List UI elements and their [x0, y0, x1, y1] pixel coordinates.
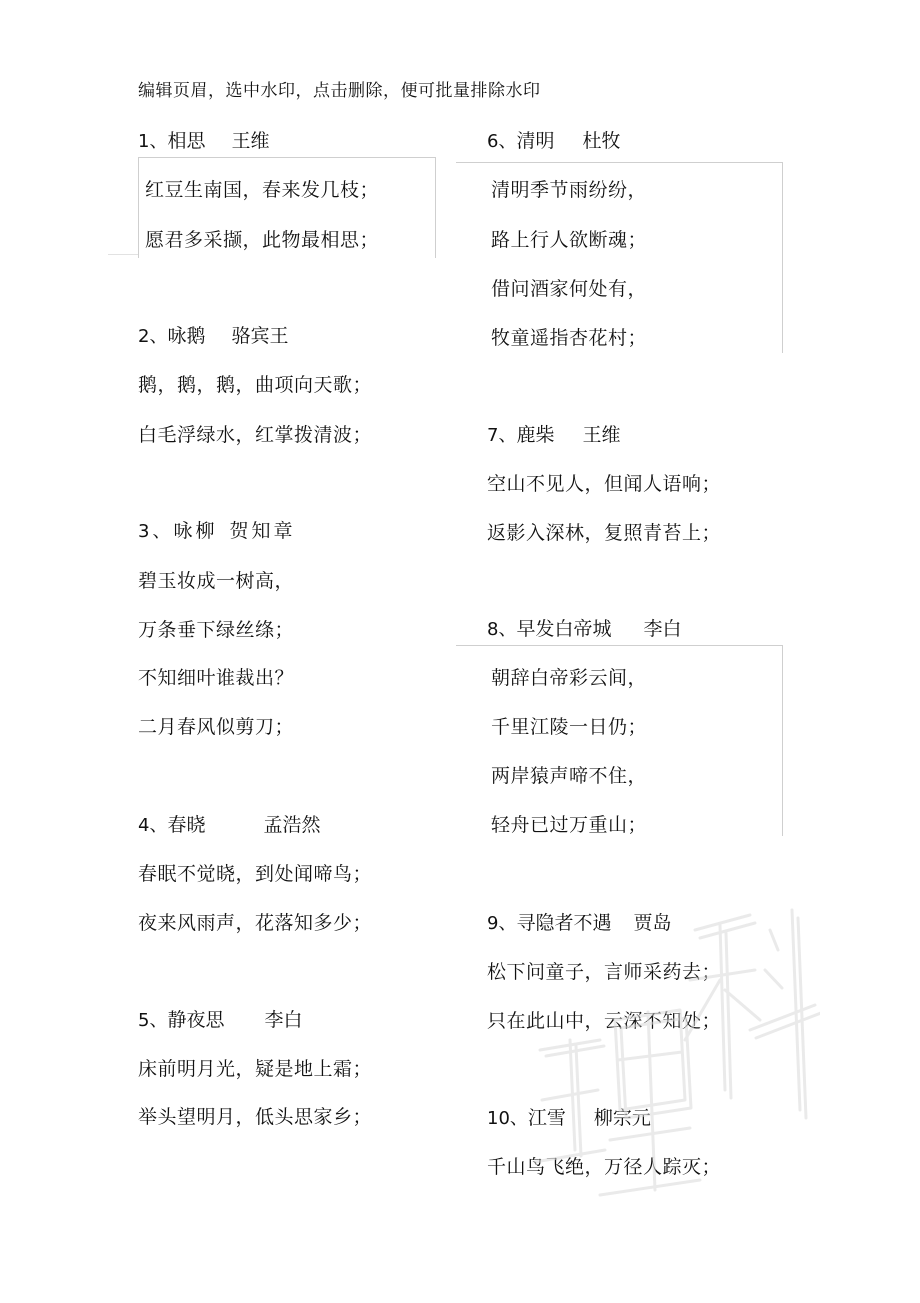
poem-title [138, 810, 320, 837]
poem-line: 白毛浮绿水，红掌拨清波； [138, 424, 373, 446]
poem-line: 借问酒家何处有， [491, 278, 648, 300]
poem-line: 千山鸟飞绝，万径人踪灭； [487, 1156, 722, 1178]
poem-author: 孟浩然 [263, 814, 321, 836]
poem-line: 床前明月光，疑是地上霜； [138, 1058, 373, 1080]
poem-number: 5、 [138, 1010, 168, 1031]
poem-line: 愿君多采撷，此物最相思； [145, 229, 380, 251]
poem-line: 不知细叶谁裁出？ [138, 667, 295, 689]
poem-name: 春晓 [167, 814, 206, 836]
poem-line: 轻舟已过万重山； [491, 814, 648, 836]
poem-line: 朝辞白帝彩云间， [491, 667, 648, 689]
poem-line: 举头望明月，低头思家乡； [138, 1106, 373, 1128]
poem-title [487, 1103, 651, 1130]
poem-line: 返影入深林，复照青苔上； [487, 522, 722, 544]
poem-author: 王维 [231, 130, 270, 152]
poem-line: 路上行人欲断魂； [491, 229, 648, 251]
poem-line: 只在此山中，云深不知处； [487, 1010, 722, 1032]
poem-line: 松下问童子，言师采药去； [487, 961, 722, 983]
poem-line: 二月春风似剪刀； [138, 716, 295, 738]
poem-line: 清明季节雨纷纷， [491, 179, 648, 201]
poem-number: 9、 [487, 913, 517, 934]
header-note: 编辑页眉，选中水印，点击删除，便可批量排除水印 [138, 81, 541, 101]
poem-name: 清明 [516, 130, 555, 152]
poem-number: 4、 [138, 815, 168, 836]
poem-title [138, 126, 269, 153]
poem-name: 相思 [167, 130, 206, 152]
poem-line: 万条垂下绿丝绦； [138, 619, 295, 641]
poem-name: 鹿柴 [516, 424, 555, 446]
poem-author: 骆宾王 [231, 325, 289, 347]
poem-line: 牧童遥指杏花村； [491, 327, 648, 349]
poem-title [487, 126, 620, 153]
poem-number: 8、 [487, 619, 517, 640]
poem-name: 寻隐者不遇 [516, 912, 612, 934]
poem-name: 早发白帝城 [516, 618, 612, 640]
poem-number: 1、 [138, 131, 168, 152]
poem-line: 春眠不觉晓，到处闻啼鸟； [138, 863, 373, 885]
poem-name: 静夜思 [167, 1009, 225, 1031]
poem-number: 2、 [138, 326, 168, 347]
poem-1-frame-extension [108, 254, 138, 255]
poem-line: 千里江陵一日仍； [491, 716, 648, 738]
poem-line: 红豆生南国，春来发几枝； [145, 179, 380, 201]
poem-author: 李白 [643, 618, 682, 640]
poem-title [487, 614, 681, 641]
poem-line: 鹅，鹅，鹅，曲项向天歌； [138, 374, 373, 396]
poem-author: 贺知章 [229, 520, 296, 542]
poem-line: 空山不见人，但闻人语响； [487, 473, 722, 495]
poem-author: 贾岛 [633, 912, 672, 934]
poem-name: 咏柳 [173, 520, 218, 542]
poem-name: 咏鹅 [167, 325, 206, 347]
poem-name: 江雪 [527, 1107, 566, 1129]
poem-line: 碧玉妆成一树高， [138, 570, 295, 592]
poem-number: 10、 [487, 1108, 528, 1129]
poem-title [138, 321, 288, 348]
poem-title [487, 420, 620, 447]
poem-8-frame-top [456, 645, 782, 646]
poem-line: 夜来风雨声，花落知多少； [138, 912, 373, 934]
poem-author: 王维 [582, 424, 621, 446]
poem-number: 7、 [487, 425, 517, 446]
poem-number: 3、 [138, 521, 174, 542]
poem-line: 两岸猿声啼不住， [491, 765, 648, 787]
poem-author: 柳宗元 [593, 1107, 651, 1129]
poem-number: 6、 [487, 131, 517, 152]
poem-title [138, 516, 295, 543]
poem-title [138, 1005, 302, 1032]
poem-author: 李白 [264, 1009, 303, 1031]
poem-author: 杜牧 [582, 130, 621, 152]
poem-title [487, 908, 671, 935]
